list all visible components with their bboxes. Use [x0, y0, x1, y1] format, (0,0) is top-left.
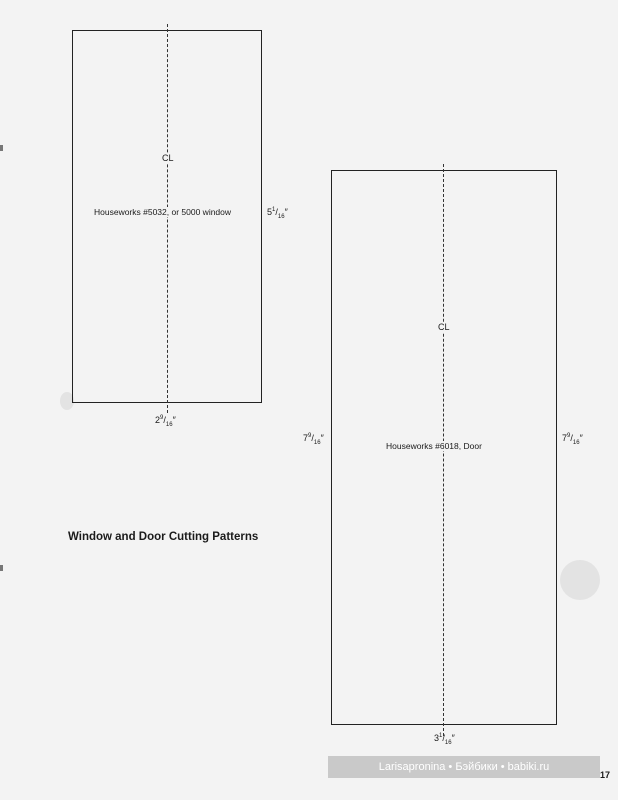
window-height-whole: 5	[267, 207, 273, 217]
door-centerline-label: CL	[438, 322, 450, 332]
binding-mark	[0, 565, 3, 571]
window-width-den: 16	[165, 421, 173, 428]
watermark: Larisapronina • Бэйбики • babiki.ru	[328, 756, 600, 778]
door-height-right-dimension: $7^9/_{16}''$	[562, 433, 583, 446]
window-height-den: 16	[277, 213, 285, 220]
window-width-num: 9	[160, 415, 164, 421]
page-number: 17	[600, 770, 611, 780]
door-height-left-dimension: $7^9/_{16}''$	[303, 433, 324, 446]
door-height-right-whole: 7	[562, 433, 568, 443]
window-height-num: 1	[272, 207, 276, 213]
door-height-right-num: 9	[567, 433, 571, 439]
page-smudge	[560, 560, 600, 600]
window-width-whole: 2	[155, 415, 161, 425]
door-width-whole: 3	[434, 733, 440, 743]
door-height-left-whole: 7	[303, 433, 309, 443]
door-width-num: 1	[439, 733, 443, 739]
window-height-dimension: $5^1/_{16}''$	[267, 207, 288, 220]
binding-mark	[0, 145, 3, 151]
window-centerline	[167, 24, 168, 413]
door-width-dimension: $3^1/_{16}''$	[434, 733, 455, 746]
door-height-left-num: 9	[308, 433, 312, 439]
door-height-left-den: 16	[313, 439, 321, 446]
door-height-right-den: 16	[572, 439, 580, 446]
window-centerline-label: CL	[162, 153, 174, 163]
page-heading: Window and Door Cutting Patterns	[68, 531, 259, 543]
window-pattern-name: Houseworks #5032, or 5000 window	[94, 207, 232, 217]
window-width-dimension: $2^9/_{16}''$	[155, 415, 176, 428]
door-width-den: 16	[444, 739, 452, 746]
door-pattern-name: Houseworks #6018, Door	[386, 441, 482, 451]
